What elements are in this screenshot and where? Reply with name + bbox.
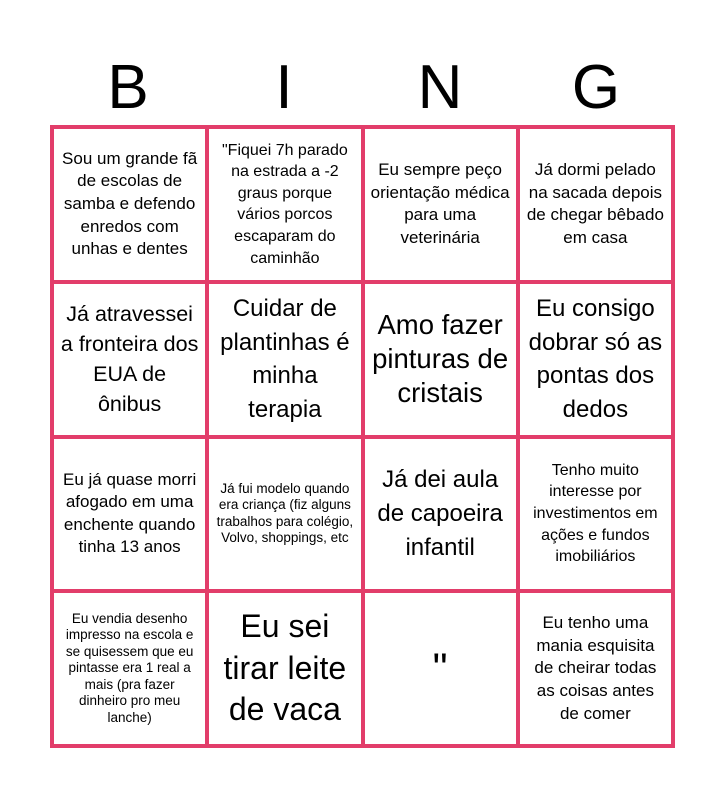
bingo-cell[interactable] <box>54 129 205 280</box>
bingo-cell-text: Eu vendia desenho impresso na escola e se quisessem que eu pintasse era 1 real a mais (pra fazer dinheiro pro meu lanche) <box>65 610 194 725</box>
bingo-cell[interactable] <box>365 593 516 744</box>
bingo-cell[interactable] <box>520 129 671 280</box>
bingo-cell-text: Sou um grande fã de escolas de samba e defendo enredos com unhas e dentes <box>62 148 198 259</box>
bingo-cell-text: Já fui modelo quando era criança (fiz alguns trabalhos para colégio, Volvo, shoppings, etc <box>216 480 354 546</box>
bingo-cell[interactable] <box>365 439 516 590</box>
bingo-cell-text: "Fiquei 7h parado na estrada a -2 graus porque vários porcos escaparam do caminhão <box>221 141 348 267</box>
bingo-cell-text: Amo fazer pinturas de cristais <box>372 308 509 409</box>
bingo-cell-text: " <box>432 644 448 692</box>
bingo-cell-text: Eu tenho uma mania esquisita de cheirar todas as coisas antes de comer <box>534 613 657 723</box>
header-letter-b: B <box>107 53 149 122</box>
bingo-cell-text: Eu já quase morri afogado em uma enchente quando tinha 13 anos <box>63 469 197 557</box>
bingo-cell-text: Cuidar de plantinhas é minha terapia <box>220 294 350 423</box>
bingo-cell[interactable] <box>209 439 360 590</box>
bingo-cell[interactable] <box>365 129 516 280</box>
bingo-cell[interactable] <box>209 284 360 435</box>
bingo-cell[interactable] <box>54 593 205 744</box>
header-letter-n: N <box>417 53 463 122</box>
bingo-cell[interactable] <box>54 439 205 590</box>
bingo-header <box>50 52 674 124</box>
bingo-cell[interactable] <box>209 129 360 280</box>
bingo-cell-text: Eu sei tirar leite de vaca <box>223 608 347 728</box>
bingo-cell-text: Tenho muito interesse por investimentos em ações e fundos imobiliários <box>533 461 658 566</box>
bingo-cell[interactable] <box>520 439 671 590</box>
header-letter-i: I <box>275 53 293 122</box>
bingo-cell-text: Já dormi pelado na sacada depois de chegar bêbado em casa <box>526 160 664 247</box>
bingo-card-grid <box>50 125 675 748</box>
bingo-cell-text: Eu sempre peço orientação médica para uma veterinária <box>370 160 510 247</box>
header-letter-g: G <box>571 53 621 122</box>
bingo-cell-text: Eu consigo dobrar só as pontas dos dedos <box>528 294 663 423</box>
bingo-cell[interactable] <box>365 284 516 435</box>
bingo-cell-text: Já dei aula de capoeira infantil <box>377 466 503 561</box>
bingo-cell[interactable] <box>209 593 360 744</box>
bingo-cell[interactable] <box>520 593 671 744</box>
bingo-cell-text: Já atravessei a fronteira dos EUA de ônibus <box>60 301 199 417</box>
bingo-cell[interactable] <box>54 284 205 435</box>
bingo-cell[interactable] <box>520 284 671 435</box>
